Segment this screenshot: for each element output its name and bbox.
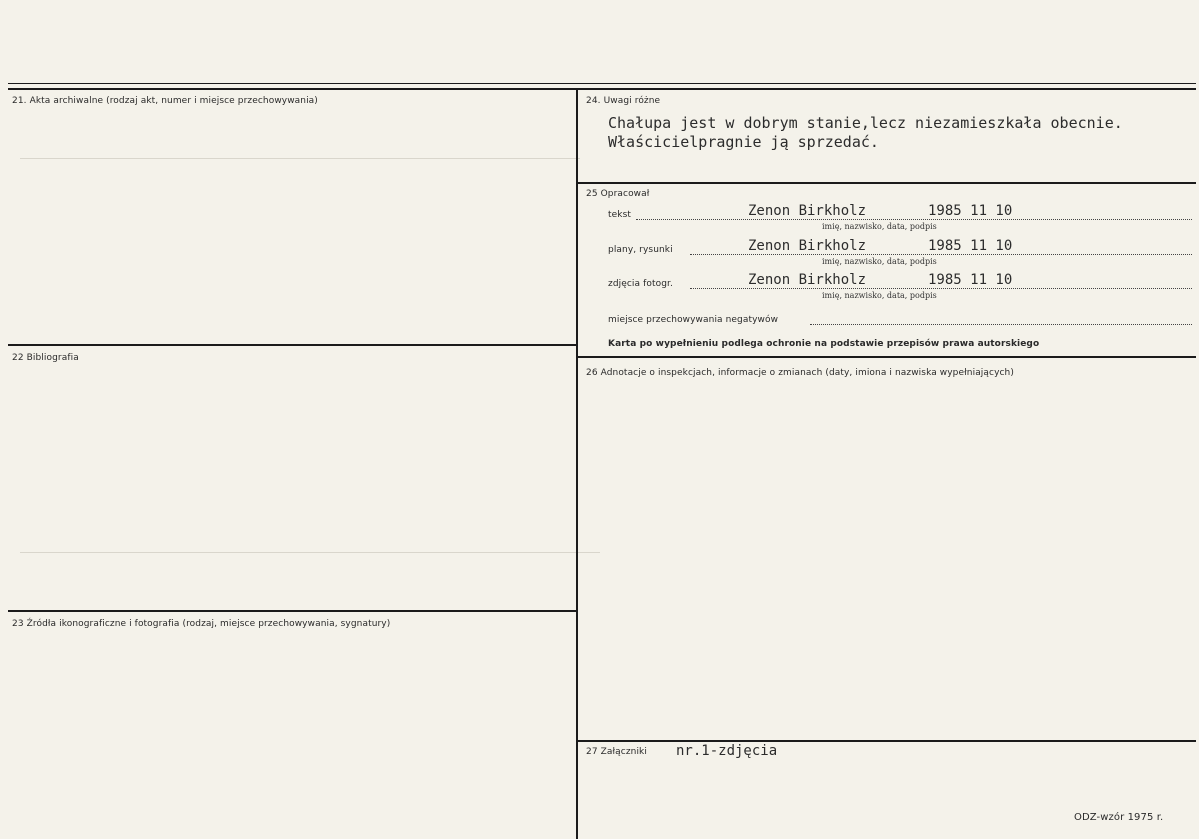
dotted-line [636, 219, 1192, 220]
prepared-date: 1985 11 10 [928, 272, 1013, 288]
rule-22-23 [8, 610, 576, 612]
rule-25-26 [578, 356, 1196, 358]
bleed-line [20, 158, 580, 159]
signature-caption: imię, nazwisko, data, podpis [822, 291, 937, 300]
prepared-name: Zenon Birkholz [748, 238, 867, 254]
form-code: ODZ-wzór 1975 r. [1074, 812, 1164, 823]
rule-26-27 [578, 740, 1196, 742]
dotted-line [690, 254, 1192, 255]
prepared-row-label: zdjęcia fotogr. [608, 279, 673, 289]
attachments-value: nr.1-zdjęcia [676, 743, 778, 759]
signature-caption: imię, nazwisko, data, podpis [822, 257, 937, 266]
dotted-line [810, 324, 1192, 325]
center-divider [576, 88, 578, 839]
dotted-line [690, 288, 1192, 289]
remarks-line-2: Właścicielpragnie ją sprzedać. [608, 133, 879, 151]
section-26-label: 26 Adnotacje o inspekcjach, informacje o zmianach (daty, imiona i nazwiska wypełniających) [586, 368, 1014, 378]
signature-caption: imię, nazwisko, data, podpis [822, 222, 937, 231]
prepared-row-label: plany, rysunki [608, 245, 673, 255]
prepared-name: Zenon Birkholz [748, 203, 867, 219]
section-24-label: 24. Uwagi różne [586, 96, 661, 106]
prepared-row-label: tekst [608, 210, 631, 220]
prepared-date: 1985 11 10 [928, 203, 1013, 219]
remarks-line-1: Chałupa jest w dobrym stanie,lecz niezamieszkała obecnie. [608, 114, 1123, 132]
prepared-date: 1985 11 10 [928, 238, 1013, 254]
top-rule-thin [8, 83, 1196, 84]
prepared-name: Zenon Birkholz [748, 272, 867, 288]
section-25-label: 25 Opracował [586, 189, 650, 199]
section-21-label: 21. Akta archiwalne (rodzaj akt, numer i miejsce przechowywania) [12, 96, 318, 106]
section-23-label: 23 Źródła ikonograficzne i fotografia (rodzaj, miejsce przechowywania, sygnatury) [12, 619, 391, 629]
negatives-label: miejsce przechowywania negatywów [608, 315, 779, 325]
rule-21-22 [8, 344, 576, 346]
section-22-label: 22 Bibliografia [12, 353, 79, 363]
rule-24-25 [578, 182, 1196, 184]
section-27-label: 27 Załączniki [586, 747, 647, 757]
bleed-line [20, 552, 600, 553]
protection-note: Karta po wypełnieniu podlega ochronie na podstawie przepisów prawa autorskiego [608, 339, 1040, 349]
top-rule [8, 88, 1196, 90]
